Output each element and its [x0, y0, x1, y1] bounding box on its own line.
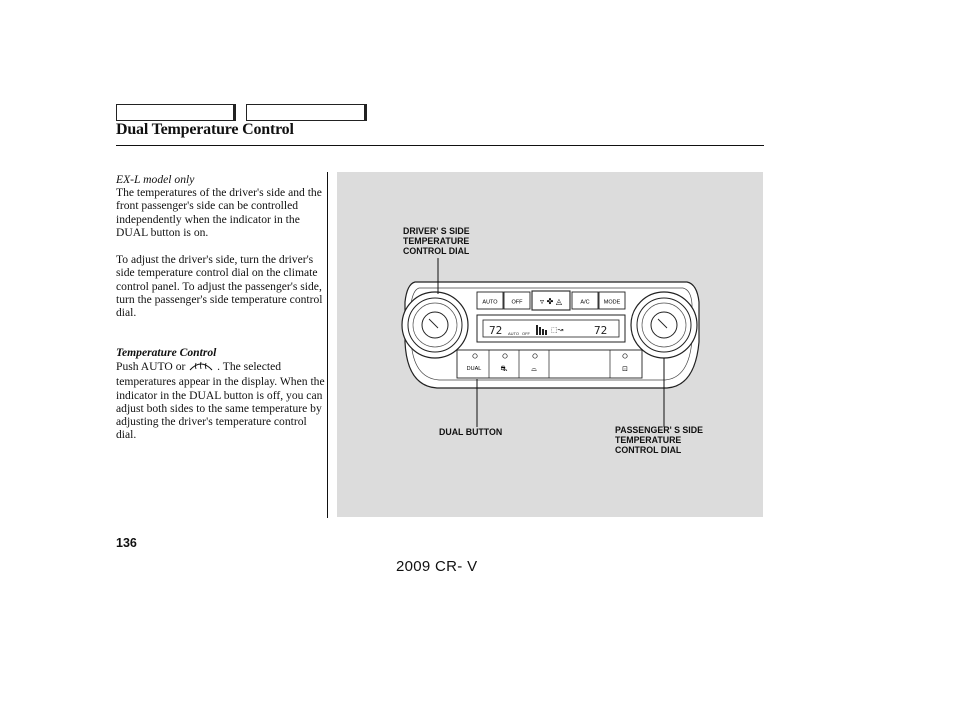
display-fan-bars [536, 325, 538, 335]
title-rule [116, 145, 764, 146]
label-driver-dial: DRIVER' S SIDE TEMPERATURE CONTROL DIAL [403, 226, 470, 256]
paragraph-3-end: . The selected temperatures appear in the display. When the indicator in the DUAL button is off, you can adjust both sides to the same temperature by adjusting the driver's temperature control dial. [116, 359, 325, 442]
footer-model: 2009 CR- V [396, 558, 478, 575]
rear-defrost-icon: ⊡ [622, 365, 628, 373]
dual-button-label: DUAL [466, 366, 482, 372]
defrost-icon [188, 359, 214, 375]
fan-icon: ▿ ✤ ◬ [540, 297, 562, 306]
auto-button-label: AUTO [482, 299, 498, 306]
page-title: Dual Temperature Control [116, 121, 294, 138]
display-mode-icons: ⬚↝ [551, 326, 564, 334]
ac-button-label: A/C [580, 299, 590, 306]
nav-tab-2[interactable] [246, 104, 367, 121]
paragraph-2: To adjust the driver's side, turn the driver's side temperature control dial on the climate control panel. To adjust the passenger's side, turn the passenger's side temperature control dial. [116, 253, 323, 320]
label-dual-button: DUAL BUTTON [439, 427, 503, 437]
dual-indicator [473, 354, 477, 358]
model-note: EX-L model only [116, 173, 195, 186]
display-auto: AUTO [508, 331, 520, 336]
recirculation-icon: ⛐ [500, 364, 508, 373]
label-passenger-dial: PASSENGER' S SIDE TEMPERATURE CONTROL DIAL [615, 425, 703, 455]
nav-tab-1[interactable] [116, 104, 236, 121]
paragraph-3-start: Push AUTO or [116, 359, 186, 373]
paragraph-1: The temperatures of the driver's side and the front passenger's side can be controlled independently when the indicator in the DUAL button is on. [116, 186, 322, 239]
page-number: 136 [116, 536, 137, 550]
climate-control-figure [337, 172, 763, 517]
off-button-label: OFF [511, 299, 523, 306]
front-defrost-icon: ⌓ [531, 365, 537, 373]
display-right-temp: 72 [594, 324, 608, 337]
driver-temperature-dial[interactable] [402, 292, 468, 358]
passenger-temperature-dial[interactable] [631, 292, 697, 358]
display-left-temp: 72 [489, 324, 503, 337]
display-off: OFF [522, 331, 530, 336]
bottom-button-row [457, 350, 642, 378]
paragraph-3 [116, 359, 326, 442]
mode-button-label: MODE [603, 299, 621, 306]
subheading-temperature-control: Temperature Control [116, 346, 217, 359]
column-divider [327, 172, 328, 518]
